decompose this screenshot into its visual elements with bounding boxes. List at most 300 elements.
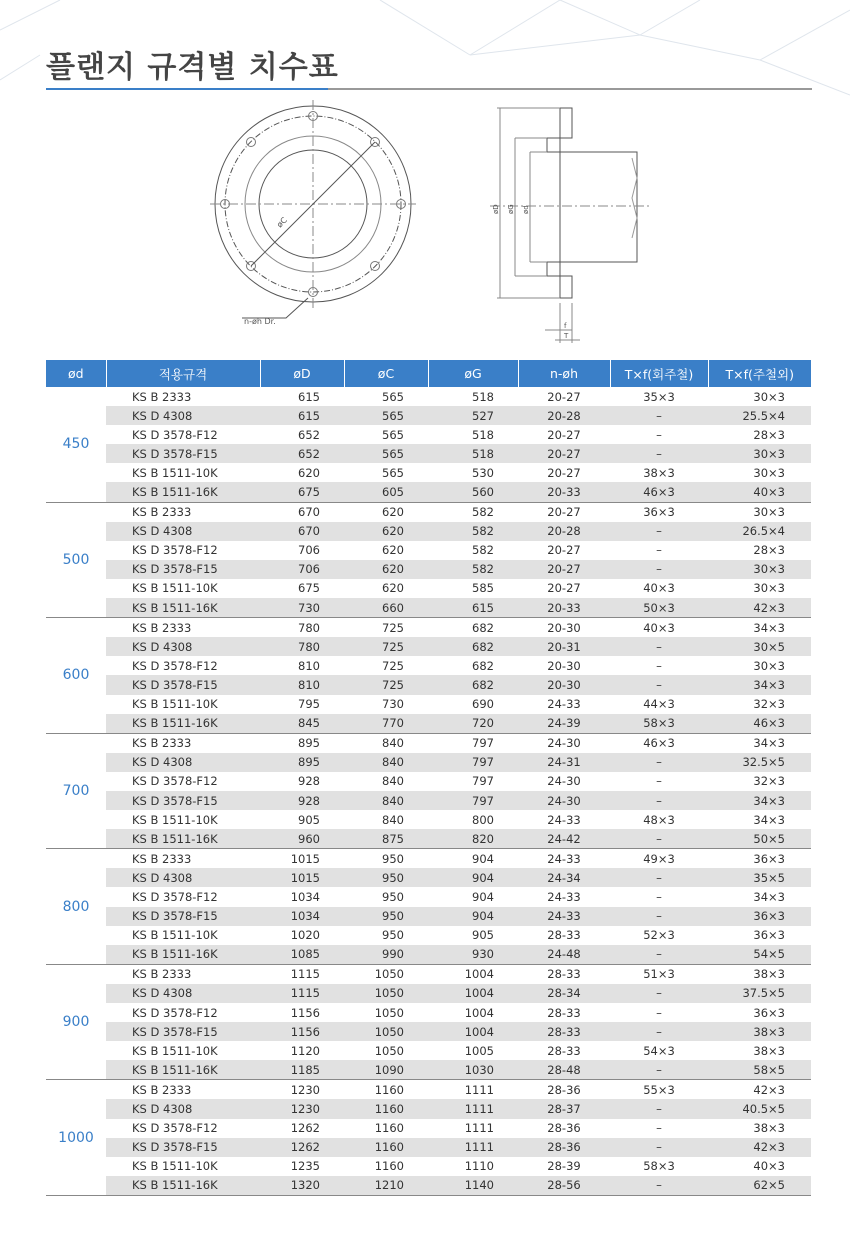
cell-od: 810: [260, 656, 344, 675]
cell-g: 682: [428, 637, 518, 656]
table-row: [46, 1080, 811, 1100]
cell-od: 1020: [260, 926, 344, 945]
cell-standard: KS B 1511-10K: [106, 695, 260, 714]
cell-od: 1185: [260, 1060, 344, 1080]
cell-standard: KS D 3578-F15: [106, 560, 260, 579]
header-tf-other: T×f(주철외): [708, 360, 811, 387]
cell-tf-gray-iron: 46×3: [610, 482, 708, 502]
cell-standard: KS B 1511-10K: [106, 1041, 260, 1060]
table-row: [46, 984, 811, 1003]
cell-pcd: 1160: [344, 1099, 428, 1118]
cell-standard: KS D 4308: [106, 984, 260, 1003]
cell-g: 560: [428, 482, 518, 502]
cell-g: 1004: [428, 1003, 518, 1022]
cell-holes: 28-36: [518, 1138, 610, 1157]
cell-tf-other: 25.5×4: [708, 406, 811, 425]
cell-holes: 20-28: [518, 406, 610, 425]
cell-od: 652: [260, 444, 344, 463]
table-row: [46, 637, 811, 656]
cell-pcd: 875: [344, 829, 428, 849]
cell-pcd: 840: [344, 791, 428, 810]
title-underline: [46, 88, 812, 90]
cell-tf-gray-iron: 54×3: [610, 1041, 708, 1060]
cell-holes: 20-31: [518, 637, 610, 656]
cell-tf-gray-iron: 49×3: [610, 849, 708, 869]
cell-pcd: 1160: [344, 1138, 428, 1157]
cell-g: 797: [428, 791, 518, 810]
cell-tf-gray-iron: –: [610, 541, 708, 560]
cell-pcd: 1210: [344, 1176, 428, 1196]
cell-tf-other: 34×3: [708, 810, 811, 829]
table-row: [46, 695, 811, 714]
cell-pcd: 620: [344, 579, 428, 598]
header-d: ød: [46, 360, 106, 387]
pcd-label: øC: [275, 215, 289, 230]
cell-pcd: 1160: [344, 1080, 428, 1100]
cell-tf-gray-iron: –: [610, 1022, 708, 1041]
cell-pcd: 950: [344, 907, 428, 926]
cell-tf-other: 42×3: [708, 1138, 811, 1157]
cell-standard: KS D 3578-F15: [106, 675, 260, 694]
cell-g: 1111: [428, 1080, 518, 1100]
cell-holes: 20-27: [518, 425, 610, 444]
cell-holes: 28-34: [518, 984, 610, 1003]
cell-od: 1120: [260, 1041, 344, 1060]
cell-pcd: 565: [344, 425, 428, 444]
cell-tf-gray-iron: –: [610, 907, 708, 926]
table-row: [46, 406, 811, 425]
cell-holes: 20-33: [518, 598, 610, 618]
cell-od: 845: [260, 714, 344, 734]
table-row: [46, 1041, 811, 1060]
cell-tf-other: 46×3: [708, 714, 811, 734]
cell-standard: KS B 1511-16K: [106, 1060, 260, 1080]
nominal-diameter-cell: 700: [46, 733, 106, 849]
cell-standard: KS D 3578-F15: [106, 444, 260, 463]
cell-tf-other: 30×3: [708, 502, 811, 522]
cell-tf-other: 58×5: [708, 1060, 811, 1080]
cell-od: 620: [260, 463, 344, 482]
cell-tf-other: 40×3: [708, 1157, 811, 1176]
cell-od: 895: [260, 733, 344, 753]
cell-pcd: 1050: [344, 984, 428, 1003]
table-row: [46, 733, 811, 753]
cell-g: 820: [428, 829, 518, 849]
cell-standard: KS D 3578-F12: [106, 887, 260, 906]
nominal-diameter-cell: 600: [46, 618, 106, 734]
cell-tf-other: 32×3: [708, 772, 811, 791]
cell-standard: KS D 4308: [106, 1099, 260, 1118]
cell-tf-gray-iron: –: [610, 1060, 708, 1080]
nominal-diameter-cell: 1000: [46, 1080, 106, 1196]
cell-od: 730: [260, 598, 344, 618]
cell-holes: 24-30: [518, 791, 610, 810]
table-row: [46, 907, 811, 926]
cell-standard: KS D 4308: [106, 522, 260, 541]
table-row: [46, 849, 811, 869]
cell-pcd: 840: [344, 810, 428, 829]
table-row: [46, 772, 811, 791]
cell-pcd: 840: [344, 772, 428, 791]
cell-pcd: 840: [344, 753, 428, 772]
cell-holes: 20-27: [518, 560, 610, 579]
cell-g: 1004: [428, 984, 518, 1003]
cell-tf-gray-iron: 58×3: [610, 1157, 708, 1176]
cell-tf-gray-iron: –: [610, 425, 708, 444]
cell-g: 518: [428, 444, 518, 463]
cell-tf-gray-iron: –: [610, 868, 708, 887]
cell-od: 1320: [260, 1176, 344, 1196]
cell-tf-other: 26.5×4: [708, 522, 811, 541]
cell-tf-other: 40.5×5: [708, 1099, 811, 1118]
table-row: [46, 791, 811, 810]
table-row: [46, 926, 811, 945]
cell-tf-gray-iron: 52×3: [610, 926, 708, 945]
table-row: [46, 1157, 811, 1176]
cell-od: 652: [260, 425, 344, 444]
cell-holes: 24-42: [518, 829, 610, 849]
table-row: [46, 1138, 811, 1157]
cell-od: 810: [260, 675, 344, 694]
cell-tf-other: 30×3: [708, 560, 811, 579]
table-row: [46, 1022, 811, 1041]
cell-tf-other: 35×5: [708, 868, 811, 887]
cell-tf-gray-iron: 58×3: [610, 714, 708, 734]
cell-tf-gray-iron: 40×3: [610, 579, 708, 598]
cell-tf-gray-iron: –: [610, 829, 708, 849]
f-label: f: [564, 322, 567, 330]
nominal-diameter-cell: 450: [46, 387, 106, 502]
flange-side-view: [490, 108, 650, 343]
cell-pcd: 565: [344, 406, 428, 425]
cell-standard: KS B 2333: [106, 964, 260, 984]
cell-g: 1004: [428, 1022, 518, 1041]
cell-holes: 28-33: [518, 1041, 610, 1060]
cell-holes: 24-33: [518, 695, 610, 714]
cell-pcd: 565: [344, 444, 428, 463]
cell-od: 1034: [260, 907, 344, 926]
cell-tf-gray-iron: 48×3: [610, 810, 708, 829]
cell-holes: 20-27: [518, 541, 610, 560]
cell-g: 527: [428, 406, 518, 425]
cell-standard: KS D 3578-F12: [106, 1003, 260, 1022]
cell-standard: KS D 3578-F15: [106, 1022, 260, 1041]
cell-tf-other: 50×5: [708, 829, 811, 849]
cell-holes: 24-33: [518, 849, 610, 869]
cell-g: 1030: [428, 1060, 518, 1080]
cell-standard: KS B 1511-10K: [106, 926, 260, 945]
holes-label: n-øh Dr.: [244, 317, 276, 326]
cell-tf-gray-iron: –: [610, 1119, 708, 1138]
table-row: [46, 1119, 811, 1138]
cell-holes: 20-28: [518, 522, 610, 541]
cell-tf-gray-iron: –: [610, 560, 708, 579]
cell-standard: KS B 2333: [106, 502, 260, 522]
cell-g: 1111: [428, 1099, 518, 1118]
cell-pcd: 620: [344, 560, 428, 579]
cell-standard: KS D 3578-F12: [106, 425, 260, 444]
cell-tf-gray-iron: –: [610, 1099, 708, 1118]
cell-holes: 28-39: [518, 1157, 610, 1176]
header-pcd: øC: [344, 360, 428, 387]
header-tf-gray-iron: T×f(회주철): [610, 360, 708, 387]
cell-g: 582: [428, 502, 518, 522]
page-title: 플랜지 규격별 치수표: [46, 50, 339, 85]
cell-od: 1115: [260, 984, 344, 1003]
cell-g: 905: [428, 926, 518, 945]
cell-pcd: 950: [344, 926, 428, 945]
cell-holes: 28-37: [518, 1099, 610, 1118]
flange-spec-table: [46, 360, 811, 1196]
cell-standard: KS B 1511-10K: [106, 1157, 260, 1176]
cell-holes: 20-30: [518, 656, 610, 675]
cell-tf-other: 42×3: [708, 1080, 811, 1100]
cell-od: 1262: [260, 1119, 344, 1138]
cell-g: 904: [428, 907, 518, 926]
cell-holes: 28-36: [518, 1119, 610, 1138]
cell-pcd: 840: [344, 733, 428, 753]
cell-g: 615: [428, 598, 518, 618]
cell-tf-gray-iron: –: [610, 984, 708, 1003]
cell-standard: KS D 3578-F12: [106, 656, 260, 675]
cell-tf-other: 36×3: [708, 926, 811, 945]
cell-tf-gray-iron: –: [610, 753, 708, 772]
cell-tf-gray-iron: 36×3: [610, 502, 708, 522]
cell-tf-gray-iron: 40×3: [610, 618, 708, 638]
table-row: [46, 753, 811, 772]
cell-g: 1004: [428, 964, 518, 984]
cell-tf-gray-iron: –: [610, 637, 708, 656]
table-row: [46, 810, 811, 829]
table-row: [46, 541, 811, 560]
table-row: [46, 502, 811, 522]
cell-tf-other: 38×3: [708, 1022, 811, 1041]
cell-od: 1230: [260, 1080, 344, 1100]
cell-tf-gray-iron: –: [610, 522, 708, 541]
table-row: [46, 598, 811, 618]
cell-g: 585: [428, 579, 518, 598]
cell-pcd: 725: [344, 637, 428, 656]
cell-g: 1111: [428, 1138, 518, 1157]
table-row: [46, 579, 811, 598]
cell-g: 904: [428, 868, 518, 887]
cell-holes: 24-33: [518, 810, 610, 829]
cell-holes: 24-30: [518, 772, 610, 791]
cell-od: 1015: [260, 849, 344, 869]
cell-tf-gray-iron: –: [610, 1003, 708, 1022]
cell-g: 582: [428, 560, 518, 579]
cell-standard: KS D 3578-F12: [106, 541, 260, 560]
cell-tf-other: 30×3: [708, 656, 811, 675]
cell-standard: KS D 4308: [106, 406, 260, 425]
cell-tf-other: 30×3: [708, 387, 811, 406]
cell-holes: 24-34: [518, 868, 610, 887]
cell-tf-gray-iron: 55×3: [610, 1080, 708, 1100]
cell-tf-gray-iron: –: [610, 791, 708, 810]
flange-front-view: [210, 100, 416, 318]
cell-pcd: 1050: [344, 1003, 428, 1022]
id-label: ød: [522, 205, 530, 214]
cell-od: 1235: [260, 1157, 344, 1176]
cell-tf-other: 34×3: [708, 675, 811, 694]
cell-holes: 24-31: [518, 753, 610, 772]
cell-standard: KS B 1511-10K: [106, 810, 260, 829]
cell-pcd: 620: [344, 502, 428, 522]
g-label: øG: [507, 204, 515, 214]
cell-tf-other: 37.5×5: [708, 984, 811, 1003]
table-row: [46, 714, 811, 734]
cell-od: 1156: [260, 1022, 344, 1041]
cell-tf-gray-iron: –: [610, 444, 708, 463]
table-row: [46, 675, 811, 694]
cell-g: 682: [428, 656, 518, 675]
cell-pcd: 725: [344, 656, 428, 675]
cell-holes: 24-33: [518, 907, 610, 926]
cell-tf-gray-iron: –: [610, 887, 708, 906]
cell-tf-other: 38×3: [708, 964, 811, 984]
cell-pcd: 620: [344, 541, 428, 560]
cell-standard: KS B 2333: [106, 387, 260, 406]
cell-g: 720: [428, 714, 518, 734]
cell-standard: KS B 2333: [106, 1080, 260, 1100]
cell-standard: KS B 2333: [106, 733, 260, 753]
cell-tf-gray-iron: –: [610, 772, 708, 791]
cell-standard: KS B 2333: [106, 849, 260, 869]
cell-g: 1111: [428, 1119, 518, 1138]
cell-holes: 28-48: [518, 1060, 610, 1080]
table-row: [46, 656, 811, 675]
cell-pcd: 950: [344, 849, 428, 869]
cell-pcd: 660: [344, 598, 428, 618]
cell-pcd: 605: [344, 482, 428, 502]
title-underline-accent: [46, 88, 328, 90]
cell-standard: KS D 3578-F15: [106, 1138, 260, 1157]
cell-holes: 28-33: [518, 926, 610, 945]
cell-standard: KS B 2333: [106, 618, 260, 638]
od-label: øD: [492, 204, 500, 214]
cell-tf-other: 36×3: [708, 849, 811, 869]
cell-g: 530: [428, 463, 518, 482]
cell-pcd: 730: [344, 695, 428, 714]
table-header-row: [46, 360, 811, 387]
cell-holes: 20-30: [518, 675, 610, 694]
cell-od: 670: [260, 502, 344, 522]
cell-holes: 20-33: [518, 482, 610, 502]
cell-standard: KS D 3578-F12: [106, 772, 260, 791]
cell-od: 670: [260, 522, 344, 541]
cell-tf-other: 30×5: [708, 637, 811, 656]
cell-tf-other: 30×3: [708, 579, 811, 598]
cell-od: 960: [260, 829, 344, 849]
cell-od: 615: [260, 406, 344, 425]
cell-tf-gray-iron: 46×3: [610, 733, 708, 753]
cell-od: 1085: [260, 945, 344, 965]
cell-tf-other: 42×3: [708, 598, 811, 618]
cell-od: 905: [260, 810, 344, 829]
cell-tf-other: 36×3: [708, 1003, 811, 1022]
cell-od: 1156: [260, 1003, 344, 1022]
cell-holes: 28-33: [518, 1022, 610, 1041]
cell-pcd: 1050: [344, 1022, 428, 1041]
table-row: [46, 522, 811, 541]
cell-tf-other: 34×3: [708, 887, 811, 906]
cell-holes: 28-33: [518, 964, 610, 984]
cell-pcd: 1050: [344, 1041, 428, 1060]
cell-holes: 20-27: [518, 387, 610, 406]
cell-tf-other: 40×3: [708, 482, 811, 502]
table-row: [46, 1099, 811, 1118]
cell-tf-other: 30×3: [708, 463, 811, 482]
cell-tf-other: 38×3: [708, 1119, 811, 1138]
cell-od: 928: [260, 791, 344, 810]
cell-g: 800: [428, 810, 518, 829]
cell-pcd: 950: [344, 868, 428, 887]
cell-pcd: 990: [344, 945, 428, 965]
cell-g: 904: [428, 849, 518, 869]
cell-od: 675: [260, 482, 344, 502]
nominal-diameter-cell: 900: [46, 964, 106, 1080]
cell-standard: KS B 1511-16K: [106, 714, 260, 734]
cell-standard: KS D 3578-F12: [106, 1119, 260, 1138]
table-row: [46, 945, 811, 965]
cell-od: 1015: [260, 868, 344, 887]
table-row: [46, 964, 811, 984]
t-label: T: [564, 332, 569, 340]
cell-tf-other: 28×3: [708, 425, 811, 444]
cell-tf-gray-iron: –: [610, 406, 708, 425]
cell-holes: 24-48: [518, 945, 610, 965]
cell-pcd: 565: [344, 463, 428, 482]
cell-pcd: 1050: [344, 964, 428, 984]
cell-standard: KS B 1511-10K: [106, 463, 260, 482]
cell-pcd: 565: [344, 387, 428, 406]
cell-tf-gray-iron: –: [610, 945, 708, 965]
cell-od: 1230: [260, 1099, 344, 1118]
cell-g: 930: [428, 945, 518, 965]
header-od: øD: [260, 360, 344, 387]
cell-tf-other: 30×3: [708, 444, 811, 463]
cell-g: 1110: [428, 1157, 518, 1176]
cell-pcd: 950: [344, 887, 428, 906]
cell-tf-other: 32×3: [708, 695, 811, 714]
cell-tf-other: 54×5: [708, 945, 811, 965]
cell-od: 795: [260, 695, 344, 714]
cell-tf-gray-iron: –: [610, 1176, 708, 1196]
cell-pcd: 1090: [344, 1060, 428, 1080]
cell-tf-gray-iron: 51×3: [610, 964, 708, 984]
cell-pcd: 725: [344, 618, 428, 638]
cell-g: 797: [428, 733, 518, 753]
cell-tf-gray-iron: 35×3: [610, 387, 708, 406]
cell-od: 706: [260, 541, 344, 560]
cell-holes: 20-27: [518, 579, 610, 598]
table-row: [46, 425, 811, 444]
cell-od: 928: [260, 772, 344, 791]
flange-drawing: [200, 98, 660, 348]
header-standard: 적용규격: [106, 360, 260, 387]
cell-tf-other: 38×3: [708, 1041, 811, 1060]
table-row: [46, 463, 811, 482]
cell-od: 895: [260, 753, 344, 772]
cell-od: 780: [260, 618, 344, 638]
cell-holes: 20-27: [518, 444, 610, 463]
cell-g: 1140: [428, 1176, 518, 1196]
nominal-diameter-cell: 500: [46, 502, 106, 618]
cell-g: 518: [428, 387, 518, 406]
cell-standard: KS B 1511-16K: [106, 1176, 260, 1196]
table-row: [46, 829, 811, 849]
cell-g: 797: [428, 772, 518, 791]
